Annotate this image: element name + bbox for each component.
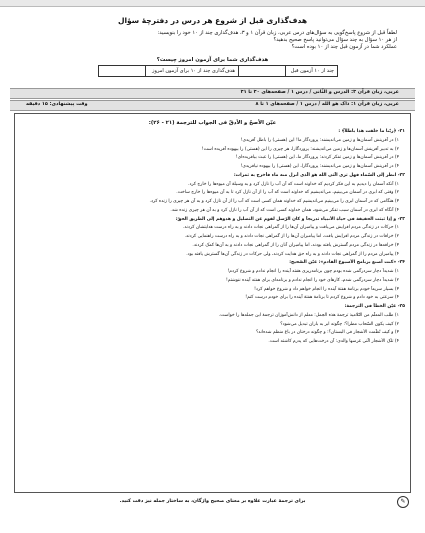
answer-option[interactable]: ۲) کیف یکون السّحاب مطرا؟: چگونه ابر به باران تبدیل می‌شود؟ (280, 321, 399, 327)
question-text: ۲۳- و إذا ثبتت الحقیقة فی حیاة الأنبیاء تدریجاً و کان الرّسل لقوم عن التضلیل و هدوهم إلی الطریق الحقّ: (175, 216, 405, 222)
answer-option[interactable]: ۳) و کیف نُظّمت الأشجار فی البستان؟: و چگونه درختان در باغ منظم شده‌اند؟ (255, 330, 399, 336)
question-text: ۲۱- ﴿ربّنا ما خلقت هذا باطلاً﴾ : (338, 129, 405, 134)
subject-line-2 (26, 101, 399, 107)
goal-title: هدف‌گذاری شما برای آزمون امروز چیست؟ (156, 57, 269, 63)
intro-line: عملکرد شما در آزمون قبل چند از ۱۰ بوده است؟ (291, 44, 397, 51)
answer-option[interactable]: ۱) شدیداً دچار سردرگمی شده بودم چون برنامه‌ریزی هفته آینده را انجام ندادم و شروع کردم! (227, 269, 399, 274)
answer-option[interactable]: ۳) خرافه‌ها در زندگی مردم گسترش یافته بودند، اما پیامبران آنان را از گمراهی نجات دادند و به آن‌ها کمک کردند. (192, 242, 399, 248)
subject-line-1 (26, 89, 399, 95)
questions-list (20, 128, 405, 347)
goal-cell-previous: چند از ۱۰ آزمون قبل (286, 66, 338, 77)
answer-option[interactable]: ۴) سرعتی به خود دادم و شروع کردم تا برنامهٔ هفتهٔ آینده را برای خودم درست کنم! (245, 295, 399, 301)
lightbulb-icon: ✎ (397, 496, 409, 508)
page-title: هدف‌گذاری قبل از شروع هر درس در دفترچهٔ سؤال (117, 16, 308, 25)
answer-option[interactable]: ۲) به تدبیر آفرینش آسمان‌ها و زمین می‌اندیشند: پروردگارا، هر چیزی را این (هستی) را بیهوده آفریده است! (201, 146, 399, 152)
goal-cell-previous-blank[interactable] (239, 66, 286, 77)
answer-option[interactable]: ۱) حرکات در زندگی مردم افزایش می‌یافت و پیامبران آن‌ها را از گمراهی نجات دادند و به راه درست هدایتشان کردند. (182, 225, 399, 231)
answer-option[interactable]: ۲) وقتی که ابری در آسمان می‌بینیم، می‌اندیشیم که خداوند است که آب را از آن نازل کرد تا به آن میوه‌ها را خارج ساخت. (176, 190, 399, 196)
question-text: ۲۴- «کنت أصنع برنامج الأسبوع القادم»: عیّن الصّحیح: (289, 260, 405, 266)
question-text: ۲۲- انظر إلی السّماء فهل تری الّتی الله هو الّذی أنزل منه ماء فأخرج به ثمرات: (233, 172, 405, 178)
intro-line: از هر ۱۰ سؤال به چند سؤال می‌توانید پاسخ صحیح بدهید؟ (273, 37, 397, 44)
answer-option[interactable]: ۳) هنگامی که در آسمان ابری را می‌بینیم می‌اندیشیم که خداوند همان کسی است که آب را از آن نازل کرد و به آن هر چیزی را زنده کرد. (149, 199, 399, 204)
intro-text (28, 30, 397, 52)
suggested-time: وقت پیشنهادی: ۱۵ دقیقه (26, 101, 88, 107)
answer-option[interactable]: ۳) بسیار سریعاً خودم برنامهٔ هفتهٔ آینده را انجام خواهم داد و شروع خواهم کرد! (254, 286, 399, 292)
answer-option[interactable]: ۱) آنکه آسمان را دیدیم به این فکر کردیم که خداوند است که آن آب را نازل کرد و به وسیلهٔ آن میوه‌ها را خارج کرد. (188, 181, 399, 187)
goal-table (98, 65, 338, 77)
subject-info-1: عربی، زبان قرآن ۳: الدرس و الثّانی / درس ۱ / صفحه‌های ۴۰ تا ۴۱ (240, 89, 399, 95)
answer-option[interactable]: ۲) خرافات در زندگی مردم افزایش یافت، اما پیامبران آن‌ها را از گمراهی نجات دادند و به راه درست راهنمایی کردند. (184, 234, 399, 239)
answer-option[interactable]: ۲) شدیداً دچار سردرگمی شدم، کارهای خود را انجام ندادم و برنامه‌ای برای هفته آینده ننوشتم! (225, 277, 399, 283)
top-band (0, 0, 425, 7)
intro-line: لطفاً قبل از شروع پاسخ‌گویی به سؤال‌های درس عربی، زبان قرآن ۱ و ۳، هدف‌گذاری چند از ۱۰ خود را بنویسید: (157, 30, 397, 36)
goal-cell-today: هدف‌گذاری چند از ۱۰ برای آزمون امروز (146, 66, 239, 77)
subject-info-2: عربی، زبان قرآن ۱: ذاک هو الله / درس ۱ / صفحه‌های ۱ تا ۸ (255, 101, 399, 107)
answer-option[interactable]: ۱) طلب المعلّم من التّلامیذ ترجمة هذه الجمل: معلم از دانش‌آموزان ترجمهٔ این جمله‌ها را خواست. (218, 312, 399, 318)
footer-note (14, 495, 411, 508)
goal-cell-today-blank[interactable] (99, 66, 146, 77)
answer-option[interactable]: ۴) پیامبران مردم را از گمراهی نجات دادند و به راه حق هدایت کردند، ولی حرکات در زندگی آن‌ها گسترش یافته بود. (186, 251, 399, 257)
answer-option[interactable]: ۴) تلک الأشجار الّتی غرسها والدی: آن درخت‌هایی که پدرم کاشته است. (268, 339, 399, 344)
question-text: ۲۵- عیّن الخطأ فی الترجمة: (344, 304, 405, 309)
footer-text: برای ترجمهٔ عبارت علاوه بر معنای صحیح واژگان، به ساختار جمله نیز دقت کنید. (119, 499, 306, 504)
answer-option[interactable]: ۳) در آفرینش آسمان‌ها و زمین تفکر کردند: پروردگار ما، این (هستی) را عبث بیافریده‌ای! (235, 155, 399, 161)
answer-option[interactable]: ۱) در آفرینش آسمان‌ها و زمین می‌اندیشند: پروردگار ما! این (هستی) را باطل آفریدی! (240, 137, 399, 143)
answer-option[interactable]: ۴) آنگاه که ابری در آسمان سبب تفکر می‌شود، همان خداوند کسی است که از آن آب را نازل کرد و به آن هر چیزی زنده شد. (170, 207, 399, 213)
answer-option[interactable]: ۴) در آفرینش آسمان‌ها و زمین می‌اندیشند: پروردگارا، این (هستی) را بیهوده نیافریدی! (240, 164, 399, 169)
section-title: عیّن الأصحّ و الأدقّ فی الجواب للترجمة (۲۱ - ۲۶): (148, 120, 277, 126)
